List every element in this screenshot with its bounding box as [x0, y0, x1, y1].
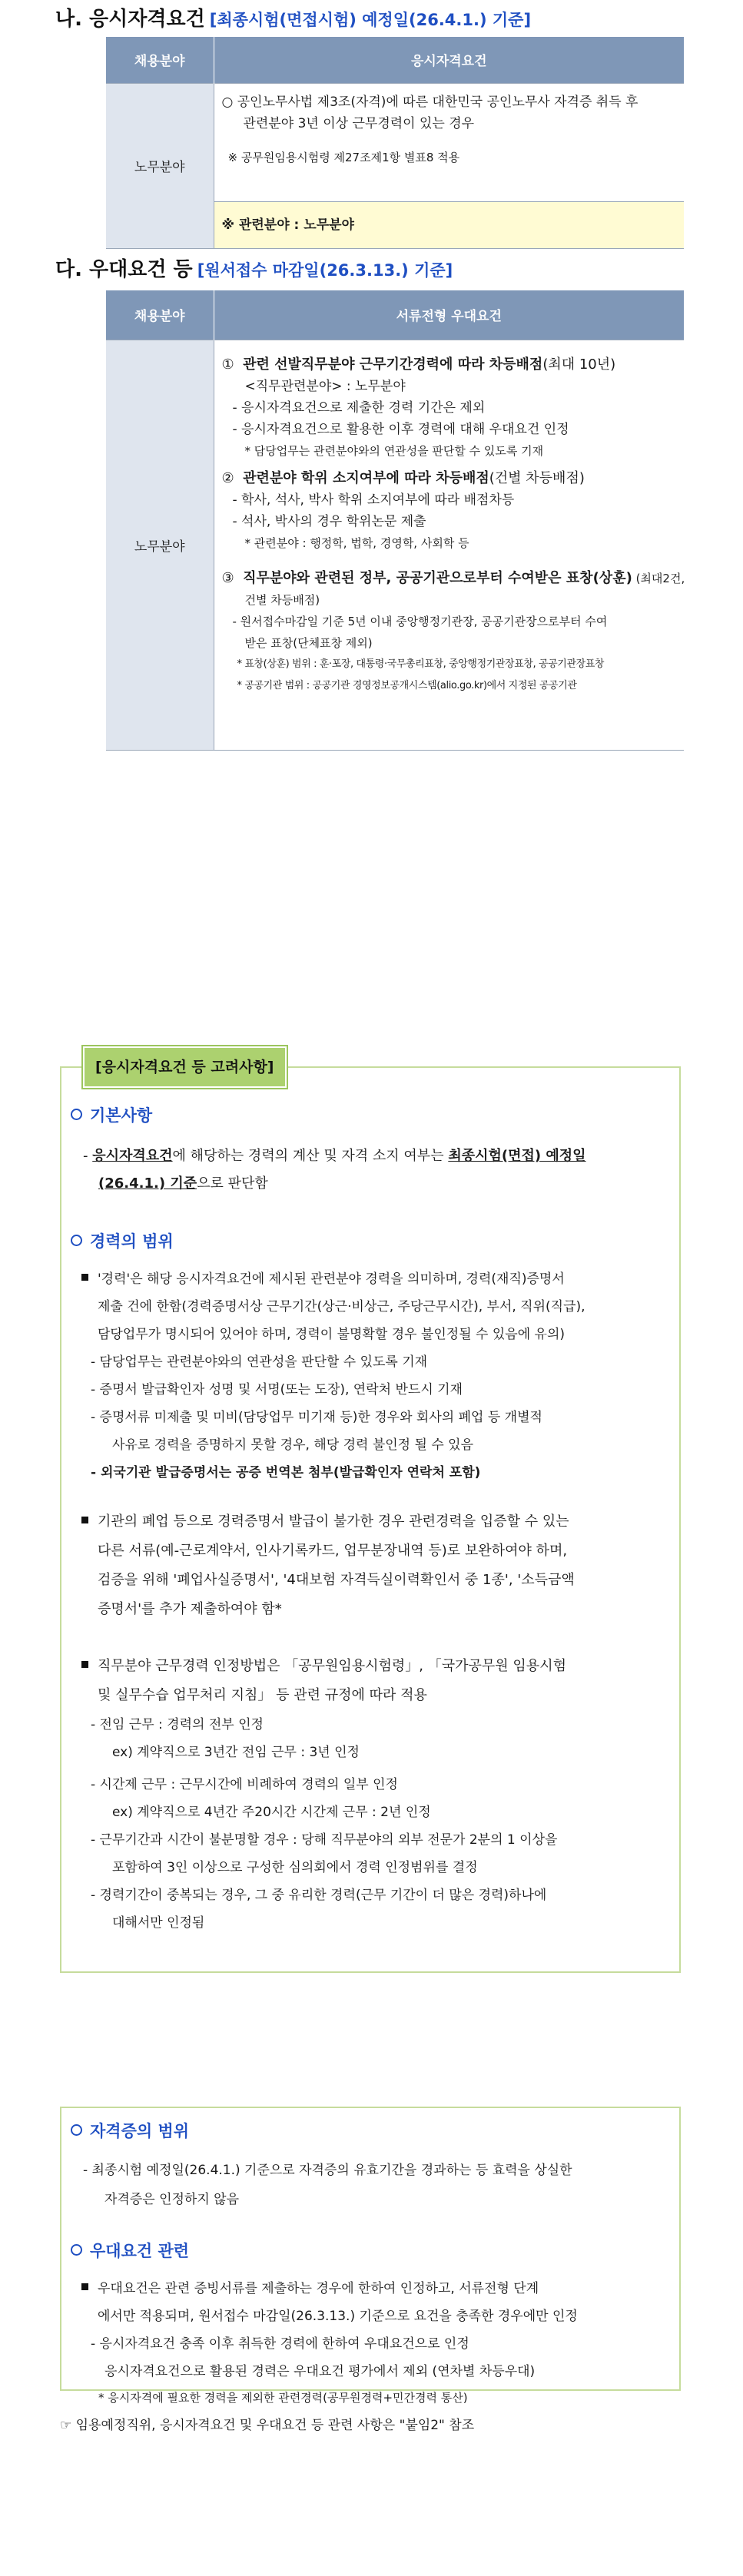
pref-item-3-title: 직무분야와 관련된 정부, 공공기관으로부터 수여받은 표창(상훈) — [243, 569, 632, 586]
cert-heading: 자격증의 범위 — [71, 2119, 189, 2142]
pref-item-3: ③ 직무분야와 관련된 정부, 공공기관으로부터 수여받은 표창(상훈) (최대2건, — [221, 569, 685, 586]
pref-item-1-line4: * 담당업무는 관련분야와의 연관성을 판단할 수 있도록 기재 — [244, 443, 544, 458]
basic-line2: (26.4.1.) 기준으로 판단함 — [98, 1175, 268, 1192]
pref-item-1-line1: <직무관련분야> : 노무분야 — [244, 378, 406, 394]
section-na-heading: 나. 응시자격요건 — [55, 8, 205, 31]
pref-item-1-title: 관련 선발직무분야 근무기간경력에 따라 차등배점 — [243, 356, 543, 373]
range-item-2-line4: 증명서'를 추가 제출하여야 함* — [98, 1601, 282, 1617]
preference-field: 노무분야 — [106, 340, 214, 750]
cert-line2: 자격증은 인정하지 않음 — [104, 2192, 240, 2207]
pref-heading: 우대요건 관련 — [71, 2239, 189, 2262]
section-na-title — [55, 3, 531, 31]
pref-item-1: ① 관련 선발직무분야 근무기간경력에 따라 차등배점(최대 10년) — [221, 356, 616, 373]
range-item-1-sub1: - 담당업무는 관련분야와의 연관성을 판단할 수 있도록 기재 — [91, 1354, 428, 1370]
qualification-table — [106, 37, 684, 249]
pref-item-3-line0: 건별 차등배점) — [244, 592, 320, 607]
range-item-3-line2: 및 실무수습 업무처리 지침」 등 관련 규정에 따라 적용 — [98, 1687, 427, 1703]
qualification-related: ※ 관련분야 : 노무분야 — [221, 217, 354, 233]
square-bullet-icon — [81, 1274, 88, 1281]
pref-item-2-line1: - 학사, 석사, 박사 학위 소지여부에 따라 배점차등 — [232, 492, 515, 508]
section-da-heading: 다. 우대요건 등 — [55, 258, 193, 281]
qualification-line2: 관련분야 3년 이상 근무경력이 있는 경우 — [243, 115, 475, 131]
considerations-tag: [응시자격요건 등 고려사항] — [83, 1046, 287, 1088]
pref-item-2: ② 관련분야 학위 소지여부에 따라 차등배점(건별 차등배점) — [221, 469, 585, 486]
basic-heading: 기본사항 — [71, 1103, 152, 1126]
pref-rule-sub2: 응시자격요건으로 활용된 경력은 우대요건 평가에서 제외 (연차별 차등우대) — [104, 2364, 536, 2379]
section-da-highlight: [원서접수 마감일(26.3.13.) 기준] — [197, 261, 453, 280]
qualification-header-req: 응시자격요건 — [214, 37, 684, 83]
range-item-3: 직무분야 근무경력 인정방법은 「공무원임용시험령」, 「국가공무원 임용시험 — [81, 1653, 566, 1679]
range-item-2: 기관의 폐업 등으로 경력증명서 발급이 불가한 경우 관련경력을 입증할 수 있는 — [81, 1509, 569, 1535]
circle-bullet-icon — [71, 2124, 82, 2136]
range-item-3-sub1-ex: ex) 계약직으로 3년간 전임 근무 : 3년 인정 — [112, 1745, 360, 1760]
pref-rule-line2: 에서만 적용되며, 원서접수 마감일(26.3.13.) 기준으로 요건을 충족한 경우에만 인정 — [98, 2309, 578, 2324]
range-heading: 경력의 범위 — [71, 1229, 174, 1252]
range-item-3-sub2: - 시간제 근무 : 근무시간에 비례하여 경력의 일부 인정 — [91, 1777, 398, 1792]
cert-line1: - 최종시험 예정일(26.4.1.) 기준으로 자격증의 유효기간을 경과하는 등 효력을 상실한 — [83, 2163, 572, 2178]
qualification-field: 노무분야 — [106, 83, 214, 248]
range-item-1-line3: 담당업무가 명시되어 있어야 하며, 경력이 불명확할 경우 불인정될 수 있음에 유의) — [98, 1327, 565, 1342]
pref-item-1-line3: - 응시자격요건으로 활용한 이후 경력에 대해 우대요건 인정 — [232, 421, 569, 437]
pref-rule-sub1: - 응시자격요건 충족 이후 취득한 경력에 한하여 우대요건으로 인정 — [91, 2336, 469, 2352]
circle-bullet-icon — [71, 2244, 82, 2256]
range-item-3-sub3: - 근무기간과 시간이 불분명할 경우 : 당해 직무분야의 외부 전문가 2분의 1 이상을 — [91, 1832, 558, 1848]
pref-item-3-line1: - 원서접수마감일 기준 5년 이내 중앙행정기관장, 공공기관장으로부터 수여 — [232, 614, 608, 628]
square-bullet-icon — [81, 1517, 88, 1523]
pref-item-1-line2: - 응시자격요건으로 제출한 경력 기간은 제외 — [232, 399, 486, 416]
range-item-3-sub1: - 전임 근무 : 경력의 전부 인정 — [91, 1717, 264, 1732]
pref-rule-sub3: * 응시자격에 필요한 경력을 제외한 관련경력(공무원경력+민간경력 통산) — [98, 2391, 468, 2405]
range-item-3-sub3b: 포함하여 3인 이상으로 구성한 심의회에서 경력 인정범위를 결정 — [112, 1860, 478, 1875]
range-item-3-sub4: - 경력기간이 중복되는 경우, 그 중 유리한 경력(근무 기간이 더 많은 경력)하나에 — [91, 1888, 547, 1903]
range-item-1-sub3b: 사유로 경력을 증명하지 못할 경우, 해당 경력 불인정 될 수 있음 — [112, 1437, 473, 1453]
range-item-1-line2: 제출 건에 한함(경력증명서상 근무기간(상근·비상근, 주당근무시간), 부서, 직위(직급), — [98, 1299, 585, 1315]
range-item-2-line2: 다른 서류(예-근로계약서, 인사기록카드, 업무분장내역 등)로 보완하여야 하며, — [98, 1543, 568, 1559]
pref-rule: 우대요건은 관련 증빙서류를 제출하는 경우에 한하여 인정하고, 서류전형 단계 — [81, 2276, 539, 2302]
preference-header-req: 서류전형 우대요건 — [214, 290, 684, 340]
pref-item-2-title: 관련분야 학위 소지여부에 따라 차등배점 — [243, 469, 489, 486]
section-na-highlight: [최종시험(면접시험) 예정일(26.4.1.) 기준] — [209, 11, 532, 29]
pref-item-3-line4: * 공공기관 범위 : 공공기관 경영정보공개시스템(alio.go.kr)에서 지정된 공공기관 — [237, 679, 577, 691]
qualification-line1: ○ 공인노무사법 제3조(자격)에 따른 대한민국 공인노무사 자격증 취득 후 — [221, 94, 639, 110]
square-bullet-icon — [81, 2283, 88, 2290]
circle-bullet-icon — [71, 1235, 82, 1246]
range-item-1: '경력'은 해당 응시자격요건에 제시된 관련분야 경력을 의미하며, 경력(재직)증명서 — [81, 1266, 565, 1292]
range-item-2-line3: 검증을 위해 '폐업사실증명서', '4대보험 자격득실이력확인서 중 1종', '소득금액 — [98, 1572, 575, 1588]
preference-header-field: 채용분야 — [106, 290, 214, 340]
section-da-title — [55, 254, 453, 282]
pref-item-3-line2: 받은 표창(단체표창 제외) — [244, 635, 373, 650]
range-item-1-sub4: - 외국기관 발급증명서는 공증 번역본 첨부(발급확인자 연락처 포함) — [91, 1465, 481, 1480]
pref-item-2-line3: * 관련분야 : 행정학, 법학, 경영학, 사회학 등 — [244, 535, 469, 550]
qualification-note: ※ 공무원임용시험령 제27조제1항 별표8 적용 — [227, 150, 460, 164]
footnote: ☞ 임용예정직위, 응시자격요건 및 우대요건 등 관련 사항은 "붙임2" 참조 — [60, 2418, 475, 2433]
circle-bullet-icon — [71, 1109, 82, 1120]
qualification-header-field: 채용분야 — [106, 37, 214, 83]
range-item-1-sub3: - 증명서류 미제출 및 미비(담당업무 미기재 등)한 경우와 회사의 폐업 등 개별적 — [91, 1410, 542, 1425]
range-item-3-sub4b: 대해서만 인정됨 — [112, 1915, 205, 1931]
pref-item-2-line2: - 석사, 박사의 경우 학위논문 제출 — [232, 513, 426, 529]
basic-line1: - 응시자격요건에 해당하는 경력의 계산 및 자격 소지 여부는 최종시험(면접) 예정일 — [83, 1148, 586, 1164]
range-item-3-sub2-ex: ex) 계약직으로 4년간 주20시간 시간제 근무 : 2년 인정 — [112, 1805, 431, 1820]
square-bullet-icon — [81, 1661, 88, 1668]
pref-item-3-line3: * 표창(상훈) 범위 : 훈·포장, 대통령·국무총리표창, 중앙행정기관장표창, 공공기관장표창 — [237, 658, 605, 670]
range-item-1-sub2: - 증명서 발급확인자 성명 및 서명(또는 도장), 연락처 반드시 기재 — [91, 1382, 463, 1397]
preference-table — [106, 290, 684, 751]
